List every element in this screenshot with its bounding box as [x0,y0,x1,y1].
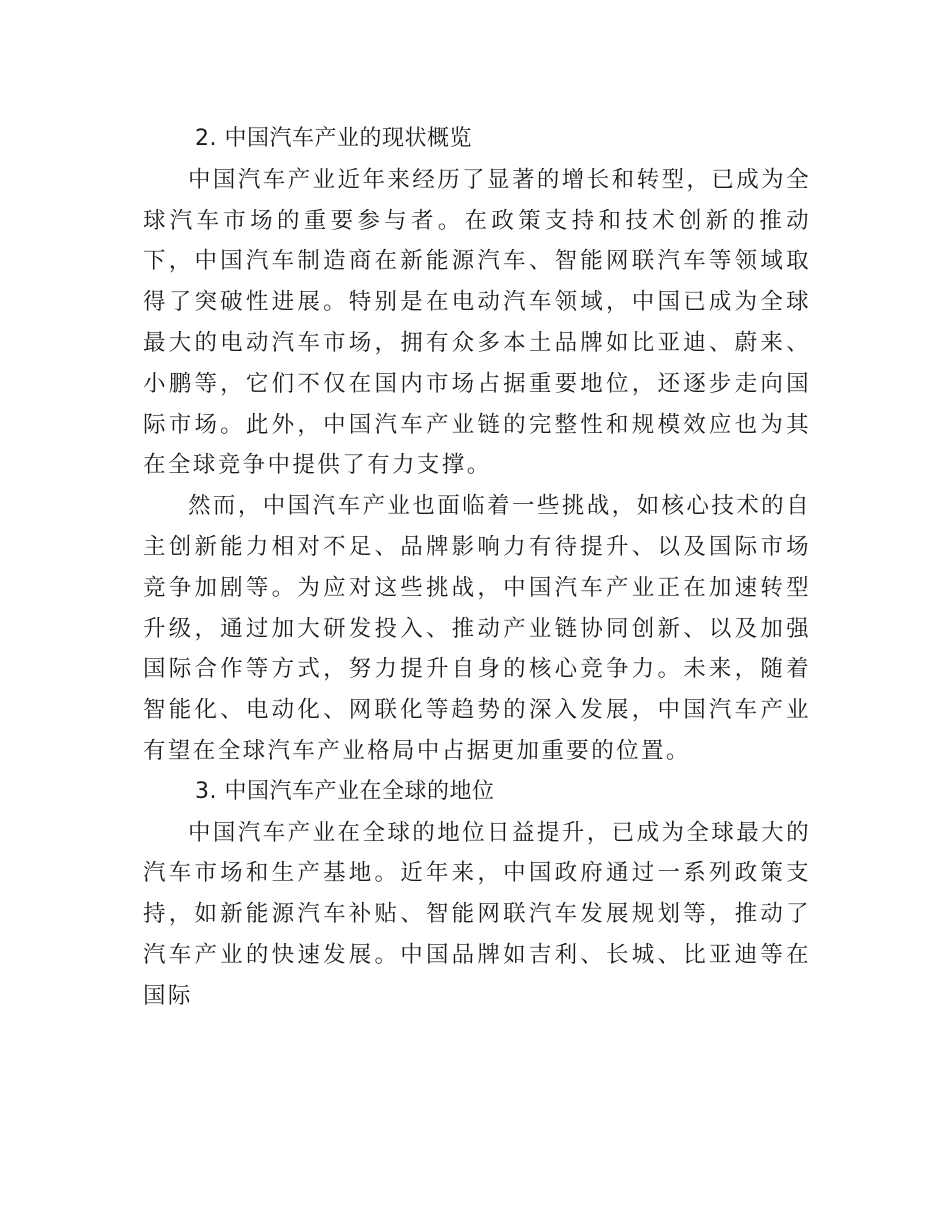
section-3-paragraph-1: 中国汽车产业在全球的地位日益提升，已成为全球最大的汽车市场和生产基地。近年来，中国政府通过一系列政策支持，如新能源汽车补贴、智能网联汽车发展规划等，推动了汽车产业的快速发展。中国品牌如吉利、长城、比亚迪等在国际 [143,819,811,1009]
section-2-paragraph-2: 然而，中国汽车产业也面临着一些挑战，如核心技术的自主创新能力相对不足、品牌影响力有待提升、以及国际市场竞争加剧等。为应对这些挑战，中国汽车产业正在加速转型升级，通过加大研发投入、推动产业链协同创新、以及加强国际合作等方式，努力提升自身的核心竞争力。未来，随着智能化、电动化、网联化等趋势的深入发展，中国汽车产业有望在全球汽车产业格局中占据更加重要的位置。 [143,493,811,764]
section-2-heading: 2. 中国汽车产业的现状概览 [195,126,472,151]
section-2-paragraph-1: 中国汽车产业近年来经历了显著的增长和转型，已成为全球汽车市场的重要参与者。在政策支持和技术创新的推动下，中国汽车制造商在新能源汽车、智能网联汽车等领域取得了突破性进展。特别是在电动汽车领域，中国已成为全球最大的电动汽车市场，拥有众多本土品牌如比亚迪、蔚来、小鹏等，它们不仅在国内市场占据重要地位，还逐步走向国际市场。此外，中国汽车产业链的完整性和规模效应也为其在全球竞争中提供了有力支撑。 [143,166,811,479]
section-3-heading: 3. 中国汽车产业在全球的地位 [195,778,495,804]
document-body [143,119,811,1017]
